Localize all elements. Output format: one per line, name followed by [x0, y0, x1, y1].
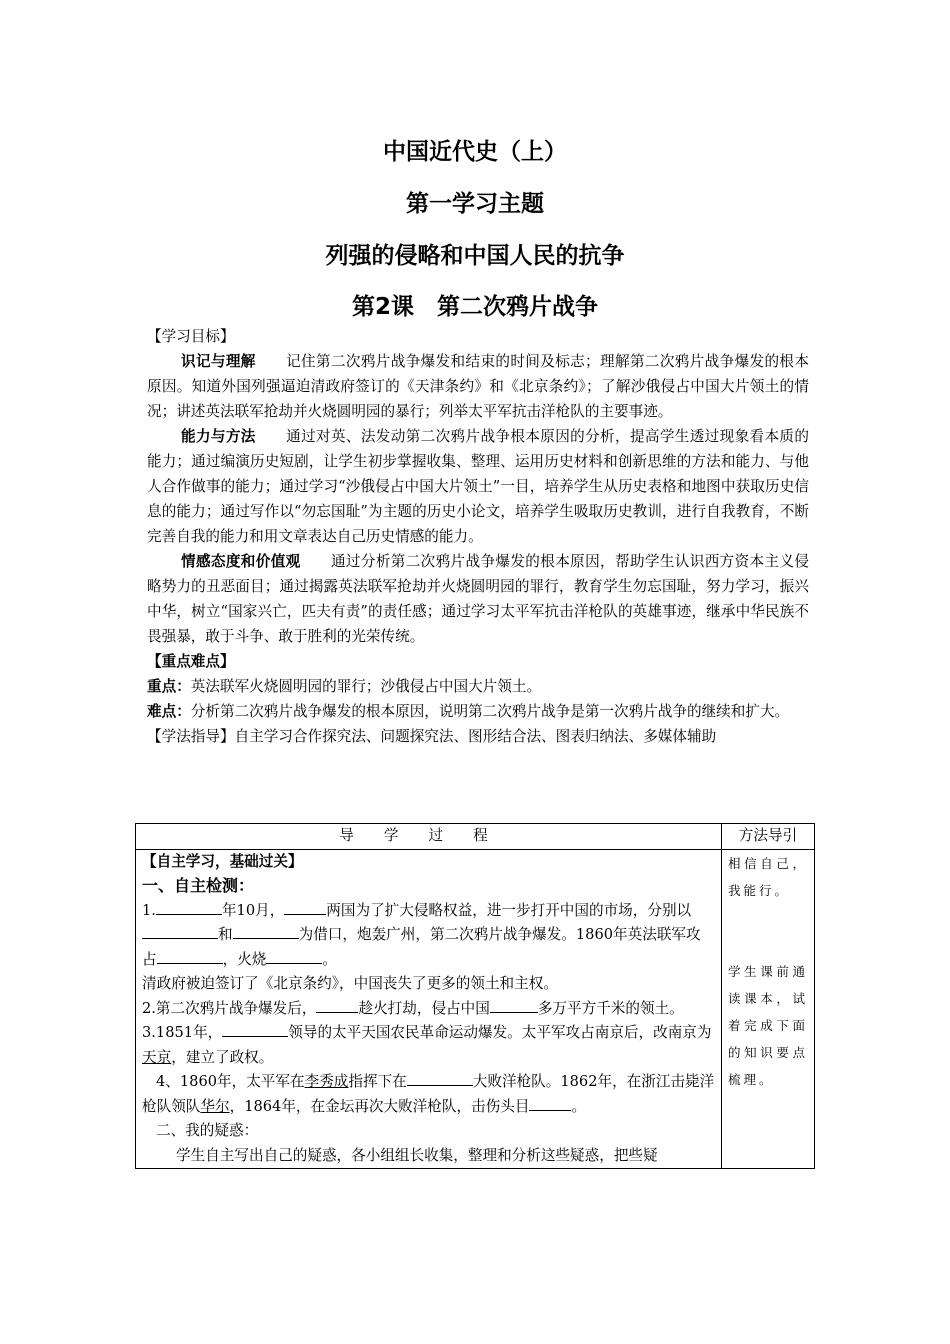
self-test-heading: 一、自主检测：	[142, 876, 255, 895]
ability-text: 通过对英、法发动第二次鸦片战争根本原因的分析，提高学生透过现象看本质的能力；通过编演历史短剧，让学生初步掌握收集、整理、运用历史材料和创新思维的方法和能力、与他人合作做事的能力；通过学习“沙俄侵占中国大片领土”一目，培养学生从历史表格和地图中获取历史信息的能力；通过写作以“勿忘国耻”为主题的历史小论文，培养学生吸取历史教训，进行自我教育，不断完善自我的能力和用文章表达自己历史情感的能力。	[147, 428, 809, 545]
difficult-label: 难点：	[147, 703, 191, 720]
emotion-text: 通过分析第二次鸦片战争爆发的根本原因，帮助学生认识西方资本主义侵略势力的丑恶面目；通过揭露英法联军抢劫并火烧圆明园的罪行，教育学生勿忘国耻，努力学习，振兴中华，树立“国家兴亡，匹夫有责”的责任感；通过学习太平军抗击洋枪队的英雄事迹，继承中华民族不畏强暴，敢于斗争、敢于胜利的光荣传统。	[147, 553, 809, 645]
theme-title: 第一学习主题	[406, 191, 544, 217]
blank-invader[interactable]	[316, 997, 358, 1013]
emotion-label: 情感态度和价值观	[181, 553, 301, 570]
key-label: 重点：	[147, 678, 191, 695]
method-guide-cell	[722, 849, 815, 1169]
difficult-point	[147, 699, 809, 724]
question-2: 2.第二次鸦片战争爆发后， 趁火打劫，侵占中国 多万平方千米的领土。	[142, 997, 715, 1022]
side-note-confidence: 相信自己，我能行。	[728, 855, 808, 898]
method-text: 自主学习合作探究法、问题探究法、图形结合法、图表归纳法、多媒体辅助	[234, 728, 717, 745]
tianjing-answer: 天京	[142, 1048, 172, 1066]
difficult-text: 分析第二次鸦片战争爆发的根本原因，说明第二次鸦片战争是第一次鸦片战争的继续和扩大。	[190, 703, 790, 720]
blank-pretext-1[interactable]	[142, 923, 218, 939]
topic-title: 列强的侵略和中国人民的抗争	[325, 243, 625, 269]
ability-paragraph	[147, 424, 809, 549]
lesson-title: 第2课 第二次鸦片战争	[351, 294, 598, 320]
blank-countries[interactable]	[284, 899, 326, 915]
blank-city[interactable]	[157, 948, 223, 964]
memory-text: 记住第二次鸦片战争爆发和结束的时间及标志；理解第二次鸦片战争爆发的根本原因。知道外国列强逼迫清政府签订的《天津条约》和《北京条约》；了解沙俄侵占中国大片领土的情况；讲述英法联军抢劫并火烧圆明园的暴行；列举太平军抗击洋枪队的主要事迹。	[147, 353, 809, 420]
method-paragraph	[147, 724, 809, 749]
method-column-header: 方法导引	[722, 824, 815, 850]
li-xiucheng-answer: 李秀成	[304, 1073, 349, 1090]
objectives-heading: 【学习目标】	[147, 328, 235, 345]
key-points-heading: 【重点难点】	[147, 653, 235, 670]
objectives-section	[147, 324, 809, 749]
question-3: 3.1851年， 领导的太平天国农民革命运动爆发。太平军攻占南京后，改南京为天京，建立了政权。	[142, 1021, 715, 1070]
question-1-note: 清政府被迫签订了《北京条约》，中国丧失了更多的领土和主权。	[142, 975, 558, 992]
course-title: 中国近代史（上）	[383, 139, 567, 165]
process-column-header: 导学过程	[136, 824, 722, 850]
self-study-heading: 【自主学习，基础过关】	[142, 852, 303, 870]
blank-leader[interactable]	[222, 1021, 288, 1037]
blank-area[interactable]	[490, 997, 538, 1013]
side-note-preview: 学生课前通读课本，试着完成下面的知识要点梳理。	[728, 963, 808, 1087]
table-header-row	[136, 824, 815, 850]
process-cell	[136, 849, 722, 1169]
emotion-paragraph	[147, 549, 809, 649]
doubts-heading: 二、我的疑惑：	[156, 1122, 259, 1139]
memory-label: 识记与理解	[181, 353, 256, 370]
ability-label: 能力与方法	[181, 428, 256, 445]
blank-pretext-2[interactable]	[233, 923, 299, 939]
blank-palace[interactable]	[266, 948, 322, 964]
doubts-text: 学生自主写出自己的疑惑，各小组组长收集，整理和分析这些疑惑，把些疑	[176, 1146, 658, 1164]
memory-paragraph	[147, 349, 809, 424]
question-4: 4、1860年，太平军在李秀成指挥下在 大败洋枪队。1862年，在浙江击毙洋枪队领队华尔，1864年，在金坛再次大败洋枪队，击伤头目 。	[142, 1070, 715, 1119]
key-text: 英法联军火烧圆明园的罪行；沙俄侵占中国大片领土。	[190, 678, 542, 695]
guide-table	[135, 823, 815, 1169]
blank-year[interactable]	[156, 899, 222, 915]
table-body-row	[136, 849, 815, 1169]
hua-er-answer: 华尔	[200, 1097, 230, 1115]
blank-place[interactable]	[407, 1070, 473, 1086]
blank-chief[interactable]	[529, 1095, 571, 1111]
key-point	[147, 674, 809, 699]
method-heading: 【学法指导】	[147, 728, 235, 745]
question-1: 1. 年10月， 两国为了扩大侵略权益，进一步打开中国的市场，分别以和 为借口，炮轰广州，第二次鸦片战争爆发。1860年英法联军攻占 ，火烧 。	[142, 899, 715, 973]
